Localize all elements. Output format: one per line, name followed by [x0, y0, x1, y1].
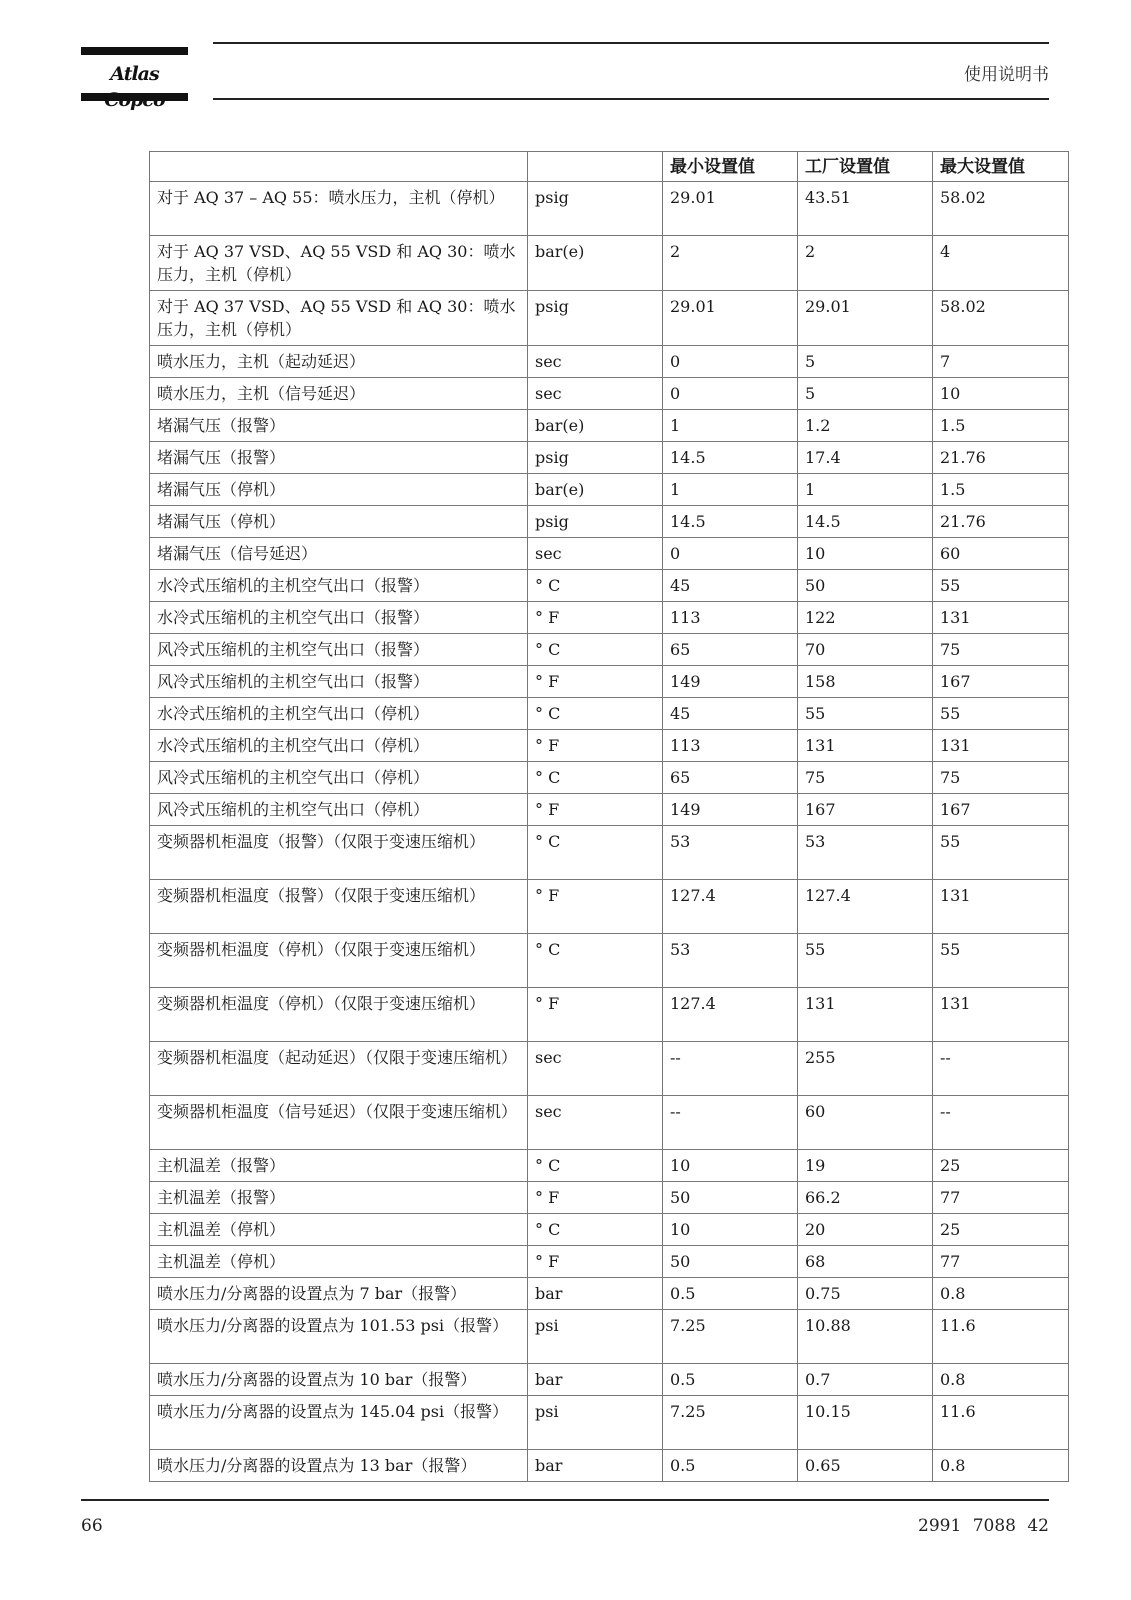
factory-value-cell: 70	[798, 634, 933, 666]
parameter-cell: 变频器机柜温度（信号延迟）（仅限于变速压缩机）	[150, 1096, 528, 1150]
parameter-cell: 喷水压力/分离器的设置点为 13 bar（报警）	[150, 1450, 528, 1482]
factory-value-cell: 68	[798, 1246, 933, 1278]
table-row	[150, 1214, 1069, 1246]
factory-value-cell: 43.51	[798, 182, 933, 236]
parameter-cell: 变频器机柜温度（停机）（仅限于变速压缩机）	[150, 988, 528, 1042]
parameter-cell: 风冷式压缩机的主机空气出口（停机）	[150, 794, 528, 826]
min-value-cell: 0	[663, 538, 798, 570]
document-title: 使用说明书	[964, 65, 1049, 85]
unit-cell: ° F	[528, 880, 663, 934]
table-row	[150, 1096, 1069, 1150]
parameter-cell: 风冷式压缩机的主机空气出口（报警）	[150, 666, 528, 698]
unit-cell: bar	[528, 1278, 663, 1310]
factory-value-cell: 60	[798, 1096, 933, 1150]
header-parameter	[150, 152, 528, 182]
factory-value-cell: 122	[798, 602, 933, 634]
table-row	[150, 346, 1069, 378]
unit-cell: bar(e)	[528, 474, 663, 506]
factory-value-cell: 66.2	[798, 1182, 933, 1214]
factory-value-cell: 10	[798, 538, 933, 570]
table-row	[150, 538, 1069, 570]
parameter-cell: 主机温差（停机）	[150, 1246, 528, 1278]
unit-cell: ° F	[528, 666, 663, 698]
max-value-cell: 1.5	[933, 410, 1069, 442]
unit-cell: bar(e)	[528, 236, 663, 291]
unit-cell: bar(e)	[528, 410, 663, 442]
page-number: 66	[81, 1516, 103, 1536]
factory-value-cell: 20	[798, 1214, 933, 1246]
factory-value-cell: 10.15	[798, 1396, 933, 1450]
factory-value-cell: 5	[798, 346, 933, 378]
parameter-cell: 主机温差（报警）	[150, 1182, 528, 1214]
min-value-cell: 0.5	[663, 1364, 798, 1396]
factory-value-cell: 2	[798, 236, 933, 291]
factory-value-cell: 75	[798, 762, 933, 794]
factory-value-cell: 17.4	[798, 442, 933, 474]
parameter-cell: 风冷式压缩机的主机空气出口（停机）	[150, 762, 528, 794]
factory-value-cell: 131	[798, 730, 933, 762]
table-row	[150, 698, 1069, 730]
unit-cell: ° F	[528, 794, 663, 826]
min-value-cell: 0	[663, 378, 798, 410]
min-value-cell: 2	[663, 236, 798, 291]
max-value-cell: 0.8	[933, 1278, 1069, 1310]
unit-cell: ° F	[528, 988, 663, 1042]
settings-table	[149, 151, 1069, 1482]
min-value-cell: 113	[663, 602, 798, 634]
min-value-cell: 0.5	[663, 1278, 798, 1310]
min-value-cell: 65	[663, 762, 798, 794]
table-row	[150, 794, 1069, 826]
parameter-cell: 水冷式压缩机的主机空气出口（停机）	[150, 730, 528, 762]
parameter-cell: 堵漏气压（信号延迟）	[150, 538, 528, 570]
unit-cell: sec	[528, 1096, 663, 1150]
parameter-cell: 堵漏气压（停机）	[150, 506, 528, 538]
max-value-cell: 55	[933, 934, 1069, 988]
table-row	[150, 442, 1069, 474]
min-value-cell: 14.5	[663, 506, 798, 538]
min-value-cell: 14.5	[663, 442, 798, 474]
parameter-cell: 对于 AQ 37 VSD、AQ 55 VSD 和 AQ 30：喷水压力，主机（停机）	[150, 236, 528, 291]
max-value-cell: 21.76	[933, 442, 1069, 474]
header-rule-top	[213, 42, 1049, 44]
min-value-cell: 53	[663, 826, 798, 880]
min-value-cell: 53	[663, 934, 798, 988]
factory-value-cell: 127.4	[798, 880, 933, 934]
unit-cell: psig	[528, 442, 663, 474]
min-value-cell: 10	[663, 1214, 798, 1246]
parameter-cell: 喷水压力，主机（起动延迟）	[150, 346, 528, 378]
min-value-cell: 45	[663, 698, 798, 730]
max-value-cell: 21.76	[933, 506, 1069, 538]
max-value-cell: 75	[933, 634, 1069, 666]
document-code: 2991 7088 42	[918, 1516, 1049, 1536]
table-row	[150, 730, 1069, 762]
unit-cell: sec	[528, 538, 663, 570]
table-row	[150, 666, 1069, 698]
factory-value-cell: 1.2	[798, 410, 933, 442]
parameter-cell: 喷水压力/分离器的设置点为 145.04 psi（报警）	[150, 1396, 528, 1450]
table-body	[150, 182, 1069, 1482]
parameter-cell: 堵漏气压（报警）	[150, 442, 528, 474]
max-value-cell: 60	[933, 538, 1069, 570]
max-value-cell: 11.6	[933, 1310, 1069, 1364]
min-value-cell: --	[663, 1042, 798, 1096]
max-value-cell: 25	[933, 1150, 1069, 1182]
unit-cell: ° F	[528, 1246, 663, 1278]
parameter-cell: 变频器机柜温度（报警）（仅限于变速压缩机）	[150, 826, 528, 880]
table-row	[150, 1042, 1069, 1096]
max-value-cell: 55	[933, 698, 1069, 730]
unit-cell: sec	[528, 378, 663, 410]
min-value-cell: 113	[663, 730, 798, 762]
max-value-cell: 10	[933, 378, 1069, 410]
unit-cell: ° C	[528, 570, 663, 602]
max-value-cell: 55	[933, 826, 1069, 880]
parameter-cell: 主机温差（停机）	[150, 1214, 528, 1246]
parameter-cell: 喷水压力/分离器的设置点为 101.53 psi（报警）	[150, 1310, 528, 1364]
parameter-cell: 变频器机柜温度（报警）（仅限于变速压缩机）	[150, 880, 528, 934]
factory-value-cell: 19	[798, 1150, 933, 1182]
max-value-cell: 55	[933, 570, 1069, 602]
max-value-cell: 11.6	[933, 1396, 1069, 1450]
logo-text: Atlas	[110, 63, 159, 85]
atlas-copco-logo	[81, 47, 188, 102]
factory-value-cell: 167	[798, 794, 933, 826]
min-value-cell: 1	[663, 474, 798, 506]
parameter-cell: 喷水压力/分离器的设置点为 7 bar（报警）	[150, 1278, 528, 1310]
table-row	[150, 378, 1069, 410]
unit-cell: ° F	[528, 730, 663, 762]
max-value-cell: 131	[933, 988, 1069, 1042]
max-value-cell: 131	[933, 880, 1069, 934]
factory-value-cell: 1	[798, 474, 933, 506]
unit-cell: ° F	[528, 1182, 663, 1214]
unit-cell: ° C	[528, 698, 663, 730]
min-value-cell: 7.25	[663, 1396, 798, 1450]
min-value-cell: 127.4	[663, 988, 798, 1042]
parameter-cell: 变频器机柜温度（起动延迟）（仅限于变速压缩机）	[150, 1042, 528, 1096]
table-row	[150, 880, 1069, 934]
min-value-cell: 50	[663, 1182, 798, 1214]
table-row	[150, 1450, 1069, 1482]
table-row	[150, 762, 1069, 794]
parameter-cell: 对于 AQ 37 – AQ 55：喷水压力，主机（停机）	[150, 182, 528, 236]
max-value-cell: 4	[933, 236, 1069, 291]
factory-value-cell: 5	[798, 378, 933, 410]
table-row	[150, 1150, 1069, 1182]
factory-value-cell: 131	[798, 988, 933, 1042]
unit-cell: psig	[528, 506, 663, 538]
table-row	[150, 1364, 1069, 1396]
table-row	[150, 506, 1069, 538]
parameter-cell: 喷水压力/分离器的设置点为 10 bar（报警）	[150, 1364, 528, 1396]
table-row	[150, 570, 1069, 602]
factory-value-cell: 53	[798, 826, 933, 880]
table-row	[150, 1182, 1069, 1214]
table-row	[150, 410, 1069, 442]
unit-cell: ° C	[528, 762, 663, 794]
min-value-cell: --	[663, 1096, 798, 1150]
factory-value-cell: 10.88	[798, 1310, 933, 1364]
factory-value-cell: 29.01	[798, 291, 933, 346]
max-value-cell: 58.02	[933, 291, 1069, 346]
max-value-cell: 25	[933, 1214, 1069, 1246]
unit-cell: sec	[528, 1042, 663, 1096]
unit-cell: sec	[528, 346, 663, 378]
min-value-cell: 127.4	[663, 880, 798, 934]
header-factory-setting: 工厂设置值	[798, 152, 933, 182]
min-value-cell: 65	[663, 634, 798, 666]
max-value-cell: 0.8	[933, 1450, 1069, 1482]
max-value-cell: 131	[933, 730, 1069, 762]
table-row	[150, 1310, 1069, 1364]
factory-value-cell: 55	[798, 934, 933, 988]
factory-value-cell: 50	[798, 570, 933, 602]
max-value-cell: --	[933, 1096, 1069, 1150]
factory-value-cell: 255	[798, 1042, 933, 1096]
max-value-cell: 1.5	[933, 474, 1069, 506]
unit-cell: psig	[528, 291, 663, 346]
parameter-cell: 水冷式压缩机的主机空气出口（报警）	[150, 570, 528, 602]
header-min-setting: 最小设置值	[663, 152, 798, 182]
parameter-cell: 堵漏气压（停机）	[150, 474, 528, 506]
min-value-cell: 45	[663, 570, 798, 602]
min-value-cell: 7.25	[663, 1310, 798, 1364]
table-row	[150, 182, 1069, 236]
parameter-cell: 堵漏气压（报警）	[150, 410, 528, 442]
header-rule-bottom	[213, 98, 1049, 100]
footer-rule	[81, 1499, 1049, 1501]
unit-cell: ° C	[528, 1150, 663, 1182]
max-value-cell: 7	[933, 346, 1069, 378]
parameter-cell: 水冷式压缩机的主机空气出口（停机）	[150, 698, 528, 730]
parameter-cell: 喷水压力，主机（信号延迟）	[150, 378, 528, 410]
table-row	[150, 602, 1069, 634]
factory-value-cell: 55	[798, 698, 933, 730]
table-row	[150, 1396, 1069, 1450]
parameter-cell: 主机温差（报警）	[150, 1150, 528, 1182]
factory-value-cell: 0.65	[798, 1450, 933, 1482]
table-row	[150, 1246, 1069, 1278]
unit-cell: ° F	[528, 602, 663, 634]
table-header-row	[150, 152, 1069, 182]
max-value-cell: 75	[933, 762, 1069, 794]
min-value-cell: 50	[663, 1246, 798, 1278]
max-value-cell: 58.02	[933, 182, 1069, 236]
max-value-cell: --	[933, 1042, 1069, 1096]
table-row	[150, 634, 1069, 666]
factory-value-cell: 158	[798, 666, 933, 698]
parameter-cell: 风冷式压缩机的主机空气出口（报警）	[150, 634, 528, 666]
header-unit	[528, 152, 663, 182]
factory-value-cell: 0.7	[798, 1364, 933, 1396]
table-row	[150, 291, 1069, 346]
max-value-cell: 77	[933, 1182, 1069, 1214]
unit-cell: ° C	[528, 934, 663, 988]
parameter-cell: 变频器机柜温度（停机）（仅限于变速压缩机）	[150, 934, 528, 988]
min-value-cell: 29.01	[663, 182, 798, 236]
min-value-cell: 0	[663, 346, 798, 378]
unit-cell: ° C	[528, 1214, 663, 1246]
max-value-cell: 167	[933, 666, 1069, 698]
logo-bar-top	[81, 47, 188, 55]
min-value-cell: 149	[663, 666, 798, 698]
table-row	[150, 988, 1069, 1042]
logo-bar-bottom	[81, 93, 188, 101]
factory-value-cell: 14.5	[798, 506, 933, 538]
unit-cell: bar	[528, 1364, 663, 1396]
max-value-cell: 77	[933, 1246, 1069, 1278]
max-value-cell: 131	[933, 602, 1069, 634]
unit-cell: ° C	[528, 634, 663, 666]
min-value-cell: 149	[663, 794, 798, 826]
table-row	[150, 826, 1069, 880]
max-value-cell: 0.8	[933, 1364, 1069, 1396]
unit-cell: ° C	[528, 826, 663, 880]
header-max-setting: 最大设置值	[933, 152, 1069, 182]
table-row	[150, 474, 1069, 506]
max-value-cell: 167	[933, 794, 1069, 826]
min-value-cell: 29.01	[663, 291, 798, 346]
parameter-cell: 水冷式压缩机的主机空气出口（报警）	[150, 602, 528, 634]
min-value-cell: 1	[663, 410, 798, 442]
min-value-cell: 10	[663, 1150, 798, 1182]
table-row	[150, 236, 1069, 291]
unit-cell: psig	[528, 182, 663, 236]
table-row	[150, 1278, 1069, 1310]
factory-value-cell: 0.75	[798, 1278, 933, 1310]
unit-cell: bar	[528, 1450, 663, 1482]
unit-cell: psi	[528, 1396, 663, 1450]
parameter-cell: 对于 AQ 37 VSD、AQ 55 VSD 和 AQ 30：喷水压力，主机（停机）	[150, 291, 528, 346]
min-value-cell: 0.5	[663, 1450, 798, 1482]
table-row	[150, 934, 1069, 988]
unit-cell: psi	[528, 1310, 663, 1364]
